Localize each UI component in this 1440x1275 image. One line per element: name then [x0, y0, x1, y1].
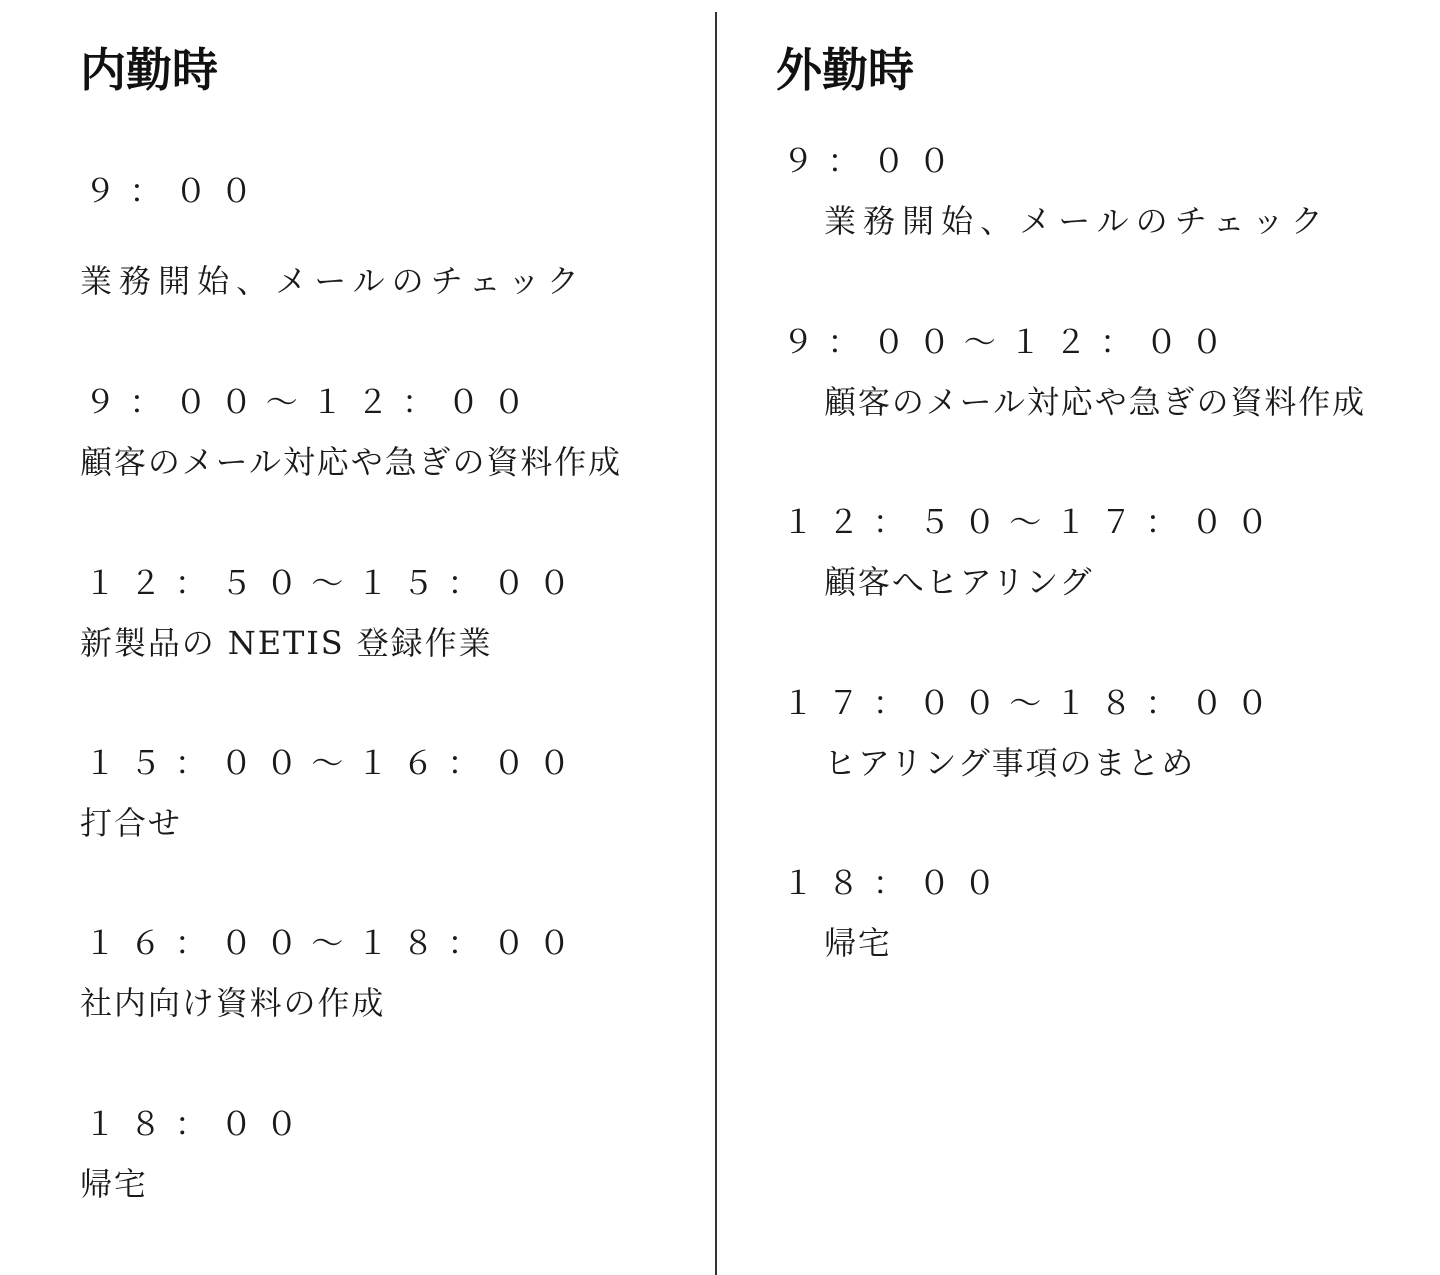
schedule-time: １２：５０～１５：００	[84, 564, 584, 602]
schedule-time: ９：００	[782, 142, 964, 180]
column-divider	[715, 12, 717, 1275]
schedule-task: 業務開始、メールのチェック	[80, 262, 586, 300]
schedule-time: １８：００	[84, 1105, 312, 1143]
schedule-time: ９：００	[84, 172, 266, 210]
schedule-time: １８：００	[782, 864, 1010, 902]
schedule-time: ９：００～１２：００	[84, 383, 539, 421]
schedule-task: 業務開始、メールのチェック	[824, 202, 1330, 240]
schedule-time: ９：００～１２：００	[782, 323, 1237, 361]
schedule-time: １６：００～１８：００	[84, 924, 584, 962]
schedule-time: １７：００～１８：００	[782, 684, 1282, 722]
schedule-time: １５：００～１６：００	[84, 744, 584, 782]
schedule-task: 社内向け資料の作成	[80, 984, 386, 1022]
schedule-time: １２：５０～１７：００	[782, 503, 1282, 541]
schedule-task: 帰宅	[824, 924, 892, 962]
schedule-task: 新製品の NETIS 登録作業	[80, 624, 493, 662]
schedule-task: 顧客のメール対応や急ぎの資料作成	[80, 443, 623, 481]
field-work-title: 外勤時	[776, 43, 914, 97]
schedule-task: 帰宅	[80, 1165, 148, 1203]
office-work-title: 内勤時	[80, 43, 218, 97]
schedule-task: 顧客へヒアリング	[824, 563, 1094, 601]
schedule-task: 顧客のメール対応や急ぎの資料作成	[824, 383, 1367, 421]
schedule-task: 打合せ	[80, 804, 182, 842]
schedule-task: ヒアリング事項のまとめ	[824, 744, 1196, 782]
